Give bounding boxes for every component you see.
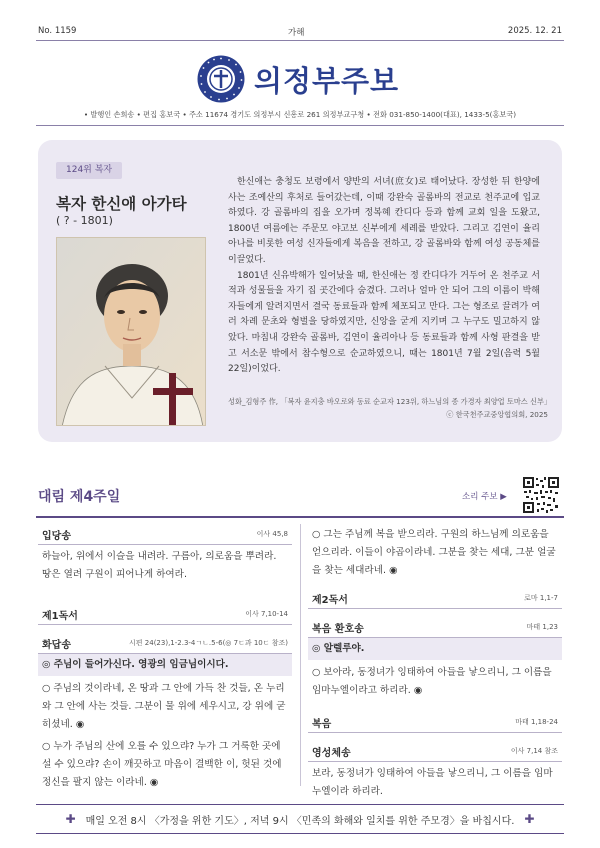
biography-paragraph: 한신애는 충청도 보령에서 양반의 서녀(庶女)로 태어났다. 장성한 뒤 한양에 사는 조예산의 후처로 들어갔는데, 이때 강완숙 골롬바의 전교로 천주교에 입교하였다. 강 골롬바의 집을 오가며 정복혜 칸디다 등과 함께 교회 일을 도왔고, 1800년 여름에는 주문모 야고보 신부에게 세례를 받았다. 그리고 김연이 율리아나를 비롯한 여성 신자들에게 복음을 전하고, 강 골롬바와 함께 여성 공동체를 이끌었다. bbox=[228, 177, 540, 265]
acclamation-response: ◎ 알렐루야. bbox=[308, 638, 562, 660]
saint-biography bbox=[228, 175, 540, 378]
first-reading-header bbox=[38, 604, 292, 625]
entrance-antiphon-label: 입당송 bbox=[42, 530, 71, 542]
saint-name: 복자 한신애 아가타 bbox=[56, 194, 187, 213]
second-reading-label: 제2독서 bbox=[312, 594, 348, 606]
publisher-info: • 발행인 손희송 • 편집 홍보국 • 주소 11674 경기도 의정부시 신흥로 261 의정부교구청 • 전화 031-850-1400(대표), 1433-5(홍보국) bbox=[83, 110, 517, 119]
acclamation-header bbox=[308, 617, 562, 638]
artwork-caption: 성화_김형주 作, 「복자 윤지충 바오로와 동료 순교자 123위, 하느님의 종 가경자 최양업 토마스 신부」 bbox=[228, 397, 552, 406]
diocese-logo bbox=[196, 54, 246, 104]
sunday-title: 대림 제4주일 bbox=[38, 489, 121, 505]
cross-icon: ✚ bbox=[65, 812, 76, 826]
audio-bulletin-link[interactable]: 소리 주보 ▶ bbox=[462, 492, 507, 502]
second-reading-header bbox=[308, 588, 562, 609]
readings-left-column bbox=[38, 524, 292, 792]
communion-header bbox=[308, 741, 562, 762]
gospel-ref: 마태 1,18-24 bbox=[515, 718, 558, 726]
communion-text: 보라, 동정녀가 잉태하여 아들을 낳으리니, 그 이름을 임마누엘이라 하리라. bbox=[312, 768, 553, 797]
psalm-verse-3: ○ 그는 주님께 복을 받으리라. 구원의 하느님께 의로움을 얻으리라. 이들이 야곱이라네. 그분을 찾는 세대, 그분 얼굴을 찾는 세대라네. ◉ bbox=[312, 529, 556, 576]
saint-tag: 124위 복자 bbox=[56, 162, 122, 179]
qr-code[interactable] bbox=[522, 476, 560, 514]
saint-portrait bbox=[56, 237, 206, 426]
communion-label: 영성체송 bbox=[312, 747, 351, 759]
prayer-footer bbox=[36, 804, 564, 834]
entrance-antiphon-text: 하늘아, 위에서 이슬을 내려라. 구름아, 의로움을 뿌려라. 땅은 열려 구원이 피어나게 하여라. bbox=[42, 551, 277, 580]
cross-icon: ✚ bbox=[524, 812, 535, 826]
gospel-label: 복음 bbox=[312, 718, 332, 730]
saint-portrait-illustration bbox=[57, 238, 206, 426]
liturgical-year: 가해 bbox=[288, 28, 305, 38]
prayer-footer-text: 매일 오전 8시 〈가정을 위한 기도〉, 저녁 9시 〈민족의 화해와 일치를 위한 주모경〉을 바칩시다. bbox=[85, 815, 515, 827]
acclamation-ref: 마태 1,23 bbox=[526, 623, 558, 631]
psalm-response: ◎ 주님이 들어가신다. 영광의 임금님이시다. bbox=[38, 654, 292, 676]
acclamation-verse: ○ 보아라, 동정녀가 잉태하여 아들을 낳으리니, 그 이름을 임마누엘이라고 하리라. ◉ bbox=[312, 667, 552, 696]
psalm-ref: 시편 24(23),1-2.3-4ㄱㄴ.5-6(◎ 7ㄷ과 10ㄷ 참조) bbox=[129, 639, 288, 647]
first-reading-ref: 이사 7,10-14 bbox=[245, 610, 288, 618]
psalm-verse-2: ○ 누가 주님의 산에 오를 수 있으랴? 누가 그 거룩한 곳에 설 수 있으랴? 손이 깨끗하고 마음이 결백한 이, 헛된 것에 정신을 팔지 않는 이라네. ◉ bbox=[42, 741, 282, 788]
issue-number: No. 1159 bbox=[38, 26, 77, 36]
psalm-label: 화답송 bbox=[42, 639, 71, 651]
entrance-antiphon-header bbox=[38, 524, 292, 545]
entrance-antiphon-ref: 이사 45,8 bbox=[256, 530, 288, 538]
saint-years: ( ? - 1801) bbox=[56, 214, 113, 227]
communion-ref: 이사 7,14 참조 bbox=[510, 747, 558, 755]
newsletter-title: 의정부주보 bbox=[254, 64, 400, 98]
issue-date: 2025. 12. 21 bbox=[507, 26, 562, 36]
psalm-verse-1: ○ 주님의 것이라네, 온 땅과 그 안에 가득 찬 것들, 온 누리와 그 안에 사는 것들. 그분이 물 위에 세우시고, 강 위에 굳히셨네. ◉ bbox=[42, 683, 286, 730]
readings-right-column bbox=[308, 526, 562, 801]
acclamation-label: 복음 환호송 bbox=[312, 623, 364, 635]
first-reading-label: 제1독서 bbox=[42, 610, 78, 622]
qr-code-icon bbox=[522, 476, 560, 514]
psalm-header bbox=[38, 633, 292, 654]
gospel-header bbox=[308, 712, 562, 733]
copyright-caption: ⓒ 한국천주교중앙협의회, 2025 bbox=[446, 410, 548, 419]
second-reading-ref: 로마 1,1-7 bbox=[524, 594, 558, 602]
biography-paragraph: 1801년 신유박해가 일어났을 때, 한신애는 정 칸디다가 거두어 온 천주교 서적과 성물들을 자기 집 곳간에다 숨겼다. 그러나 얼마 안 되어 그의 이름이 박해자들에게 알려지면서 결국 동료들과 함께 체포되고 만다. 그는 형조로 끌려가 여러 차례 문초와 형벌을 당하였지만, 신앙을 굳게 지키며 그 누구도 밀고하지 않았다. 마침내 강완숙 골롬바, 김연이 율리아나 등 동료들과 함께 사형 판결을 받고 서소문 밖에서 참수형으로 순교하였으니, 때는 1801년 7월 2일(음력 5월 22일)이었다. bbox=[228, 270, 540, 375]
diocese-seal-icon bbox=[196, 54, 246, 104]
column-divider bbox=[300, 524, 301, 786]
